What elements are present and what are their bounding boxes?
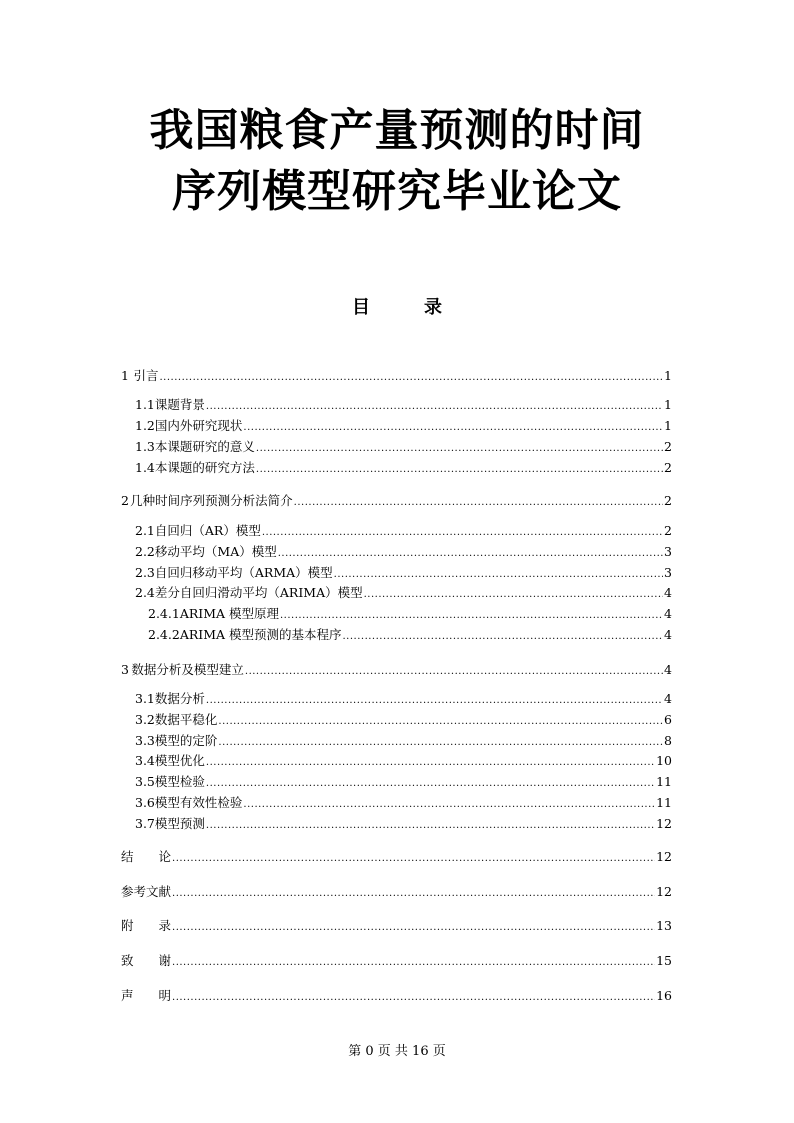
toc-entry[interactable] [135, 732, 672, 750]
toc-entry-number: 2.4.1 [148, 606, 180, 621]
toc-leader-dots [294, 492, 663, 512]
toc-entry-page: 1 [664, 368, 672, 383]
toc-leader-dots [278, 543, 663, 563]
toc-entry-number: 2.4 [135, 585, 155, 600]
toc-entry-title: 本课题研究的意义 [154, 439, 255, 454]
toc-entry[interactable] [135, 417, 672, 435]
toc-entry-number: 3 [121, 662, 129, 677]
toc-entry-page: 3 [664, 565, 672, 580]
toc-entry-title: 数据平稳化 [154, 712, 218, 727]
toc-entry[interactable] [148, 605, 672, 623]
toc-entry[interactable] [135, 543, 672, 561]
toc-entry-number: 3.3 [135, 733, 155, 748]
toc-entry-title: 数据分析及模型建立 [131, 662, 244, 677]
document-title-line-1: 我国粮食产量预测的时间 [149, 105, 645, 156]
toc-entry-title: 致 谢 [121, 953, 172, 968]
toc-entry-page: 15 [656, 953, 672, 968]
toc-entry-title: 声 明 [121, 988, 172, 1003]
toc-entry-page: 2 [664, 493, 672, 508]
toc-entry-page: 1 [664, 418, 672, 433]
toc-entry-title: 模型预测 [154, 816, 205, 831]
toc-entry-page: 12 [656, 816, 672, 831]
toc-entry-page: 4 [664, 691, 672, 706]
toc-entry-page: 4 [664, 662, 672, 677]
toc-entry[interactable] [135, 564, 672, 582]
toc-entry-title: 结 论 [121, 849, 172, 864]
toc-entry[interactable] [121, 917, 672, 935]
toc-entry-number: 3.7 [135, 816, 155, 831]
toc-entry[interactable] [121, 367, 672, 385]
toc-entry-page: 4 [664, 585, 672, 600]
toc-entry-title: 差分自回归滑动平均（ARIMA）模型 [154, 585, 363, 600]
toc-entry-number: 3.5 [135, 774, 155, 789]
toc-entry[interactable] [121, 661, 672, 679]
toc-leader-dots [334, 564, 663, 584]
toc-entry-number: 2.4.2 [148, 627, 180, 642]
toc-entry-number: 2.2 [135, 544, 155, 559]
toc-entry-title: 移动平均（MA）模型 [154, 544, 277, 559]
toc-leader-dots [262, 522, 663, 542]
toc-leader-dots [364, 584, 663, 604]
toc-entry-page: 4 [664, 606, 672, 621]
toc-entry-title: 数据分析 [154, 691, 205, 706]
toc-leader-dots [218, 732, 663, 752]
toc-entry[interactable] [135, 815, 672, 833]
toc-entry-number: 3.4 [135, 753, 155, 768]
toc-leader-dots [160, 367, 664, 387]
toc-entry-number: 3.6 [135, 795, 155, 810]
toc-entry-page: 6 [664, 712, 672, 727]
toc-entry[interactable] [121, 987, 672, 1005]
toc-leader-dots [206, 815, 655, 835]
toc-entry-title: 模型优化 [154, 753, 205, 768]
toc-entry-title: 参考文献 [121, 884, 172, 899]
toc-entry-number: 3.2 [135, 712, 155, 727]
toc-leader-dots [256, 438, 663, 458]
toc-entry-page: 2 [664, 460, 672, 475]
toc-entry-number: 1.2 [135, 418, 155, 433]
toc-entry-title: 模型检验 [154, 774, 205, 789]
toc-entry-number: 1.1 [135, 397, 155, 412]
toc-entry[interactable] [135, 459, 672, 477]
toc-entry[interactable] [135, 396, 672, 414]
toc-entry-title: 模型有效性检验 [154, 795, 243, 810]
toc-entry-title: ARIMA 模型预测的基本程序 [179, 627, 342, 642]
toc-entry-title: 几种时间序列预测分析法简介 [130, 493, 293, 508]
toc-entry[interactable] [121, 492, 672, 510]
toc-entry[interactable] [135, 711, 672, 729]
toc-leader-dots [280, 605, 663, 625]
toc-entry[interactable] [135, 773, 672, 791]
toc-entry-page: 1 [664, 397, 672, 412]
toc-entry-title: 本课题的研究方法 [154, 460, 255, 475]
toc-entry-page: 2 [664, 523, 672, 538]
toc-entry-number: 2.3 [135, 565, 155, 580]
toc-entry-page: 16 [656, 988, 672, 1003]
toc-leader-dots [172, 987, 655, 1007]
toc-entry-number: 2.1 [135, 523, 155, 538]
toc-entry-page: 11 [656, 795, 672, 810]
toc-leader-dots [243, 794, 655, 814]
toc-leader-dots [343, 626, 664, 646]
toc-entry[interactable] [148, 626, 672, 644]
toc-leader-dots [172, 883, 655, 903]
toc-leader-dots [206, 396, 663, 416]
toc-entry[interactable] [121, 848, 672, 866]
toc-entry-number: 3.1 [135, 691, 155, 706]
toc-entry-title: 课题背景 [154, 397, 205, 412]
toc-entry-page: 12 [656, 849, 672, 864]
toc-entry-number: 2 [121, 493, 129, 508]
toc-leader-dots [206, 690, 663, 710]
toc-entry-title: 附 录 [121, 918, 172, 933]
document-title-line-2: 序列模型研究毕业论文 [172, 166, 622, 217]
toc-entry-page: 11 [656, 774, 672, 789]
page-footer: 第 0 页 共 16 页 [348, 1044, 446, 1059]
toc-entry-page: 3 [664, 544, 672, 559]
toc-entry[interactable] [135, 438, 672, 456]
toc-leader-dots [245, 661, 663, 681]
toc-entry-title: ARIMA 模型原理 [179, 606, 279, 621]
toc-entry[interactable] [135, 522, 672, 540]
toc-entry-number: 1.4 [135, 460, 155, 475]
toc-entry-page: 12 [656, 884, 672, 899]
toc-entry[interactable] [135, 794, 672, 812]
toc-leader-dots [172, 917, 655, 937]
toc-entry-title: 自回归移动平均（ARMA）模型 [154, 565, 333, 580]
toc-leader-dots [243, 417, 663, 437]
toc-entry-title: 自回归（AR）模型 [154, 523, 261, 538]
toc-entry-title: 引言 [133, 368, 159, 383]
toc-entry-number: 1 [121, 368, 129, 383]
toc-entry-page: 4 [664, 627, 672, 642]
toc-entry[interactable] [121, 952, 672, 970]
toc-entry-page: 2 [664, 439, 672, 454]
toc-entry[interactable] [135, 584, 672, 602]
toc-leader-dots [206, 773, 655, 793]
toc-entry-title: 国内外研究现状 [154, 418, 243, 433]
toc-entry-page: 13 [656, 918, 672, 933]
toc-entry[interactable] [135, 690, 672, 708]
toc-leader-dots [172, 848, 655, 868]
toc-entry-title: 模型的定阶 [154, 733, 218, 748]
toc-leader-dots [206, 752, 655, 772]
toc-leader-dots [218, 711, 663, 731]
toc-entry-page: 8 [664, 733, 672, 748]
toc-heading: 目 录 [352, 297, 460, 318]
toc-leader-dots [256, 459, 663, 479]
toc-entry-page: 10 [656, 753, 672, 768]
toc-entry[interactable] [121, 883, 672, 901]
toc-entry[interactable] [135, 752, 672, 770]
toc-leader-dots [172, 952, 655, 972]
toc-entry-number: 1.3 [135, 439, 155, 454]
